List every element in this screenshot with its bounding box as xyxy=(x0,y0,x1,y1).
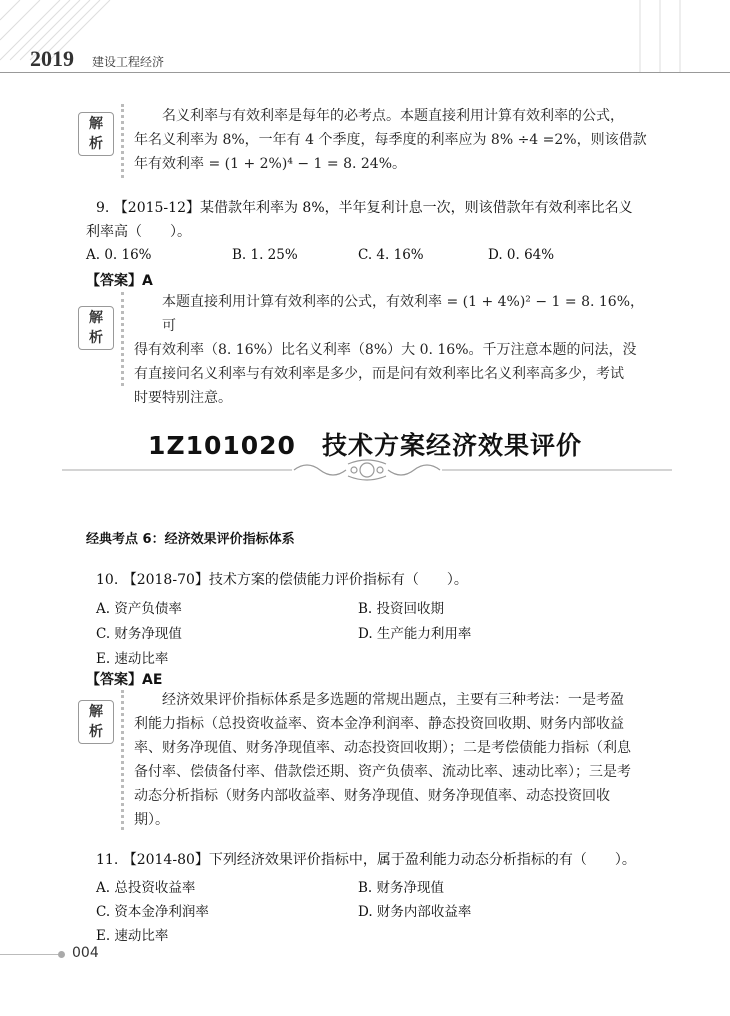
question-stem: 利率高（ ）。 xyxy=(86,224,191,240)
option-b: B. 1. 25% xyxy=(232,247,298,263)
analysis-line: 期）。 xyxy=(134,812,169,828)
option-d: D. 0. 64% xyxy=(488,247,555,263)
analysis-badge-char-1: 解 xyxy=(89,310,103,326)
option-a: A. 资产负债率 xyxy=(96,601,182,617)
option-e: E. 速动比率 xyxy=(96,651,169,667)
ornament-divider xyxy=(62,458,672,482)
analysis-line: 有直接问名义利率与有效利率是多少，而是问有效利率比名义利率高多少，考试 xyxy=(134,366,624,382)
dotted-divider xyxy=(121,690,125,830)
header-rule xyxy=(0,72,730,73)
analysis-line: 本题直接利用计算有效利率的公式，有效利率 = (1 + 4%)² − 1 = 8. 16%，可 xyxy=(162,294,645,334)
question-stem: 9. 【2015-12】某借款年利率为 8%，半年复利计息一次，则该借款年有效利率比名义 xyxy=(96,200,633,216)
option-b: B. 投资回收期 xyxy=(358,601,445,617)
question-10 xyxy=(96,568,656,592)
page-number: 004 xyxy=(72,945,99,961)
analysis-line: 动态分析指标（财务内部收益率、财务净现值、财务净现值率、动态投资回收 xyxy=(134,788,610,804)
dotted-divider xyxy=(121,104,125,178)
answer-label: 【答案】AE xyxy=(86,672,163,688)
option-c: C. 4. 16% xyxy=(358,247,424,263)
option-c: C. 资本金净利润率 xyxy=(96,904,209,920)
option-b: B. 财务净现值 xyxy=(358,880,445,896)
option-d: D. 财务内部收益率 xyxy=(358,904,472,920)
footer-rule xyxy=(0,954,60,955)
analysis-line: 经济效果评价指标体系是多选题的常规出题点，主要有三种考法：一是考盈 xyxy=(162,692,624,708)
analysis-line: 名义利率与有效利率是每年的必考点。本题直接利用计算有效利率的公式， xyxy=(162,108,624,124)
question-stem: 10. 【2018-70】技术方案的偿债能力评价指标有（ ）。 xyxy=(96,572,468,588)
analysis-text-q9 xyxy=(134,290,654,410)
analysis-badge-char-1: 解 xyxy=(89,704,103,720)
key-point-heading: 经典考点 6：经济效果评价指标体系 xyxy=(86,532,295,547)
analysis-text-block1 xyxy=(134,104,654,176)
analysis-line: 率、财务净现值、财务净现值率、动态投资回收期）；二是考偿债能力指标（利息 xyxy=(134,740,631,756)
footer-dot xyxy=(58,951,65,958)
option-c: C. 财务净现值 xyxy=(96,626,182,642)
section-title: 1Z101020 技术方案经济效果评价 xyxy=(148,431,582,460)
analysis-badge xyxy=(78,306,114,350)
analysis-text-q10 xyxy=(134,688,654,832)
analysis-line: 年有效利率 = (1 + 2%)⁴ − 1 = 8. 24%。 xyxy=(134,156,407,172)
question-11 xyxy=(96,848,676,872)
option-e: E. 速动比率 xyxy=(96,928,169,944)
analysis-badge xyxy=(78,700,114,744)
answer-label: 【答案】A xyxy=(86,273,153,289)
option-a: A. 总投资收益率 xyxy=(96,880,196,896)
analysis-line: 备付率、偿债备付率、借款偿还期、资产负债率、流动比率、速动比率）；三是考 xyxy=(134,764,631,780)
analysis-badge xyxy=(78,112,114,156)
analysis-badge-char-2: 析 xyxy=(89,136,103,152)
question-9 xyxy=(86,196,656,244)
analysis-badge-char-1: 解 xyxy=(89,116,103,132)
analysis-line: 得有效利率（8. 16%）比名义利率（8%）大 0. 16%。千万注意本题的问法，没 xyxy=(134,342,637,358)
question-stem: 11. 【2014-80】下列经济效果评价指标中，属于盈利能力动态分析指标的有（ ）。 xyxy=(96,852,636,868)
analysis-line: 时要特别注意。 xyxy=(134,390,232,406)
header-year: 2019 xyxy=(30,46,74,71)
header-book-title: 建设工程经济 xyxy=(92,55,165,69)
option-a: A. 0. 16% xyxy=(86,247,152,263)
analysis-line: 年名义利率为 8%，一年有 4 个季度，每季度的利率应为 8% ÷4 =2%，则该借款 xyxy=(134,132,647,148)
analysis-badge-char-2: 析 xyxy=(89,724,103,740)
analysis-badge-char-2: 析 xyxy=(89,330,103,346)
analysis-line: 利能力指标（总投资收益率、资本金净利润率、静态投资回收期、财务内部收益 xyxy=(134,716,624,732)
dotted-divider xyxy=(121,292,125,386)
option-d: D. 生产能力利用率 xyxy=(358,626,472,642)
